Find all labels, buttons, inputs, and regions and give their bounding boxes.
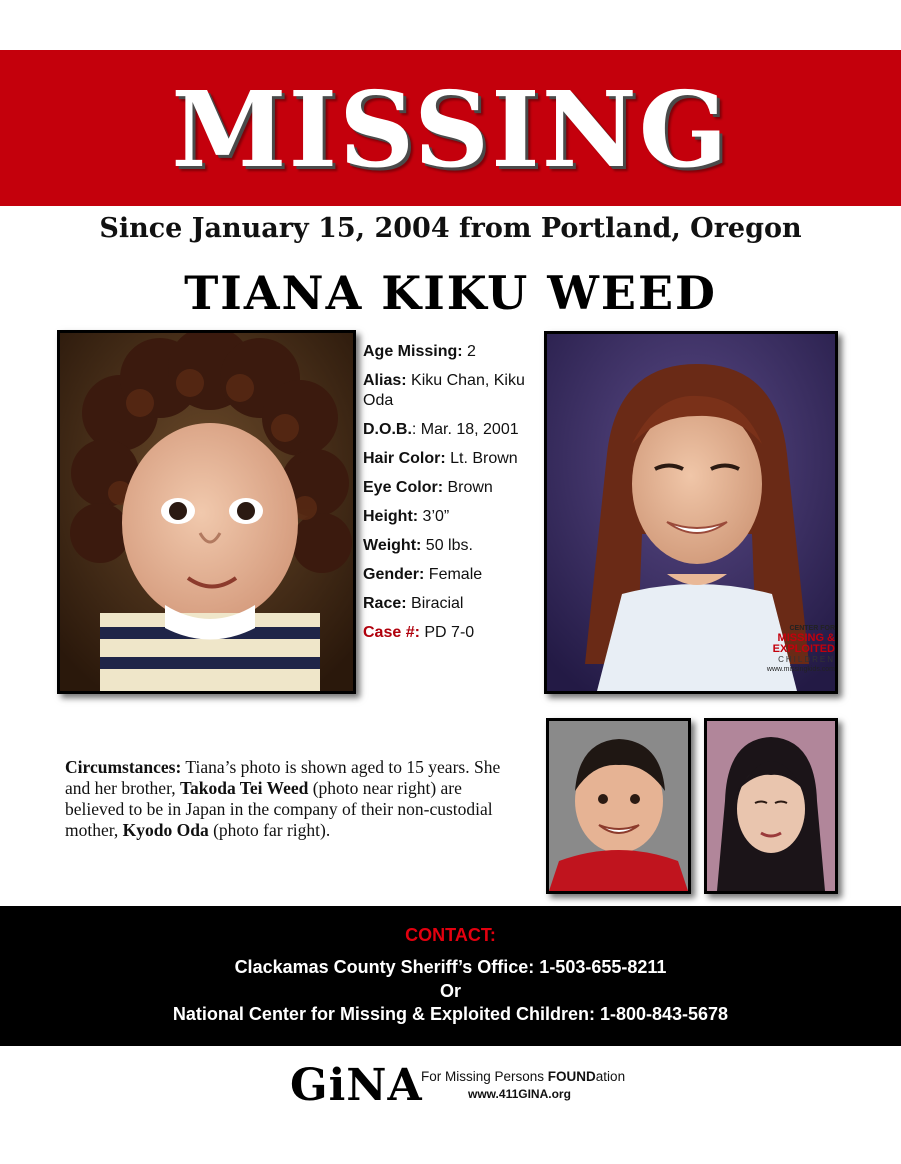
photo-age-progressed-15 xyxy=(544,331,838,694)
circumstances-label: Circumstances: xyxy=(65,757,182,777)
detail-value: 3’0” xyxy=(418,508,450,525)
detail-value: 50 lbs. xyxy=(421,537,473,554)
detail-label: D.O.B. xyxy=(363,421,412,438)
contact-or: Or xyxy=(439,981,461,1001)
brother-name: Takoda Tei Weed xyxy=(179,778,309,798)
detail-value: Kiku Chan, Kiku Oda xyxy=(363,372,525,409)
gina-url: www.411GINA.org xyxy=(468,1087,571,1101)
missing-since-line: Since January 15, 2004 from Portland, Oregon xyxy=(99,213,802,244)
detail-label: Case #: xyxy=(363,624,420,641)
ncmec-watermark xyxy=(743,624,835,690)
circumstances-text xyxy=(65,757,525,841)
contact-title: CONTACT: xyxy=(405,925,496,945)
detail-label: Race: xyxy=(363,595,407,612)
detail-label: Height: xyxy=(363,508,419,525)
circumstances-text-1: Tiana’s photo is shown aged to 15 years. She and her brother, xyxy=(65,757,501,798)
detail-age xyxy=(363,342,543,362)
missing-title: MISSING xyxy=(171,68,730,191)
detail-alias xyxy=(363,371,543,411)
gina-logo xyxy=(290,1062,630,1112)
detail-race xyxy=(363,594,543,614)
detail-hair-color xyxy=(363,449,543,469)
detail-dob xyxy=(363,420,543,440)
tagline-bold: FOUND xyxy=(547,1069,596,1084)
child-photo-illustration xyxy=(60,333,353,691)
detail-value: PD 7-0 xyxy=(419,624,475,641)
watermark-exploited: EXPLOITED xyxy=(772,643,835,655)
brother-photo-illustration xyxy=(549,721,688,891)
photo-mother xyxy=(704,718,838,894)
circumstances-text-3: (photo far right). xyxy=(208,820,331,840)
detail-case-number xyxy=(363,623,543,643)
detail-label: Gender: xyxy=(363,566,425,583)
tagline-post: ation xyxy=(595,1069,626,1084)
contact-ncmec: National Center for Missing & Exploited Children: 1-800-843-5678 xyxy=(172,1004,729,1024)
watermark-center-for: CENTER FOR xyxy=(789,625,835,632)
detail-label: Hair Color: xyxy=(363,450,446,467)
photo-child-age-2 xyxy=(57,330,356,694)
tagline-pre: For Missing Persons xyxy=(421,1069,548,1084)
contact-sheriff: Clackamas County Sheriff’s Office: 1-503-655-8211 xyxy=(234,957,667,977)
circumstances-text-2: (photo near right) are believed to be in Japan in the company of their non-custodial mother, xyxy=(65,778,493,840)
detail-gender xyxy=(363,565,543,585)
mother-photo-illustration xyxy=(707,721,835,891)
mother-name: Kyodo Oda xyxy=(122,820,209,840)
gina-tagline xyxy=(421,1069,625,1085)
watermark-missing: MISSING & xyxy=(777,632,835,644)
detail-value: : Mar. 18, 2001 xyxy=(411,421,519,438)
gina-wordmark: GiNA xyxy=(290,1060,423,1111)
watermark-children: CHILDREN xyxy=(778,655,835,664)
detail-height xyxy=(363,507,543,527)
detail-value: Female xyxy=(424,566,483,583)
detail-label: Age Missing: xyxy=(363,343,463,360)
detail-weight xyxy=(363,536,543,556)
child-name: TIANA KIKU WEED xyxy=(184,266,717,320)
detail-label: Eye Color: xyxy=(363,479,444,496)
detail-label: Weight: xyxy=(363,537,422,554)
watermark-url: www.missingkids.com xyxy=(766,666,835,673)
detail-eye-color xyxy=(363,478,543,498)
detail-value: Brown xyxy=(443,479,493,496)
details-list xyxy=(363,342,543,652)
photo-brother xyxy=(546,718,691,894)
detail-value: 2 xyxy=(462,343,476,360)
detail-value: Biracial xyxy=(406,595,464,612)
detail-label: Alias: xyxy=(363,372,407,389)
detail-value: Lt. Brown xyxy=(445,450,518,467)
